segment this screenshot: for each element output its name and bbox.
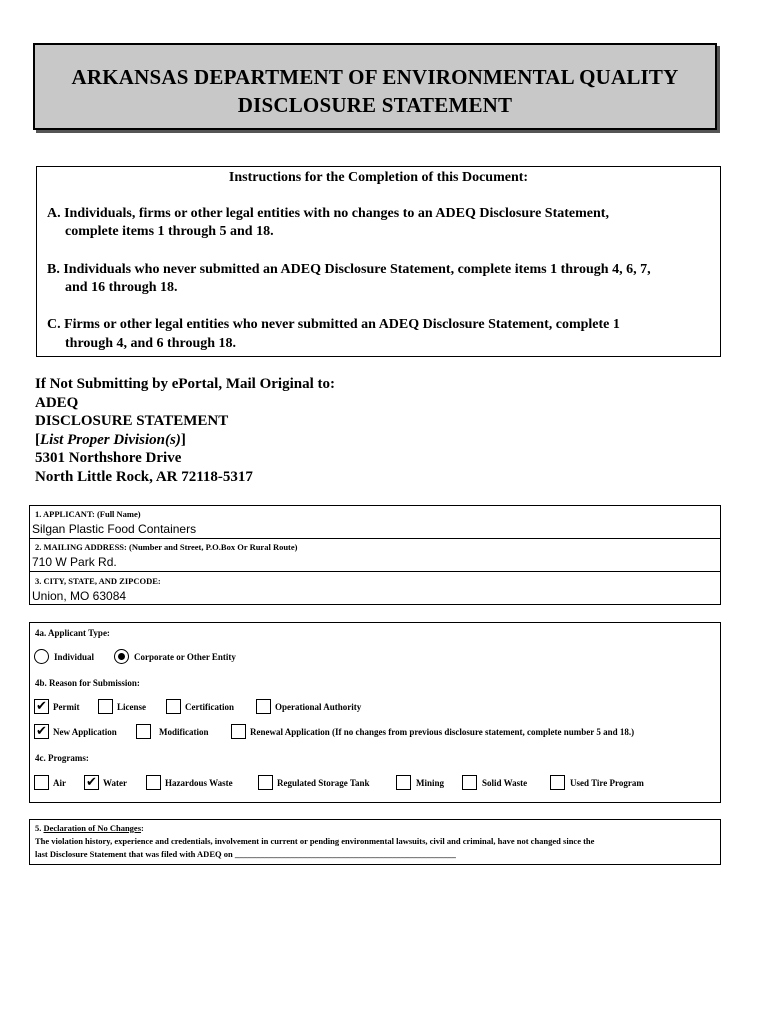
regulated-storage-tank-label: Regulated Storage Tank [277, 778, 370, 788]
mailing-address-label: 2. MAILING ADDRESS: (Number and Street, P.O.Box Or Rural Route) [35, 542, 298, 552]
instruction-a-line2: complete items 1 through 5 and 18. [65, 224, 274, 239]
instruction-a-line1: A. Individuals, firms or other legal entities with no changes to an ADEQ Disclosure Statement, [47, 206, 609, 221]
air-label: Air [53, 778, 66, 788]
instruction-b-line2: and 16 through 18. [65, 280, 178, 295]
instruction-c-line1: C. Firms or other legal entities who never submitted an ADEQ Disclosure Statement, complete 1 [47, 317, 620, 332]
applicant-name-label: 1. APPLICANT: (Full Name) [35, 509, 141, 519]
new-application-checkbox[interactable]: ✔ [34, 724, 49, 739]
programs-label: 4c. Programs: [35, 753, 89, 763]
mining-checkbox[interactable] [396, 775, 411, 790]
corporate-radio-label: Corporate or Other Entity [134, 652, 236, 662]
mailing-line-1: ADEQ [35, 395, 79, 411]
water-label: Water [103, 778, 127, 788]
instructions-box [36, 166, 721, 357]
hazardous-waste-label: Hazardous Waste [165, 778, 233, 788]
operational-authority-checkbox[interactable] [256, 699, 271, 714]
mailing-line-2: DISCLOSURE STATEMENT [35, 413, 229, 429]
used-tire-program-checkbox[interactable] [550, 775, 565, 790]
document-title-box [33, 43, 717, 130]
city-state-zip-row [30, 571, 720, 605]
city-state-zip-label: 3. CITY, STATE, AND ZIPCODE: [35, 576, 161, 586]
document-subtitle: DISCLOSURE STATEMENT [237, 93, 513, 117]
mining-label: Mining [416, 778, 445, 788]
certification-label: Certification [185, 702, 234, 712]
mailing-address-field[interactable]: 710 W Park Rd. [32, 555, 117, 569]
mailing-line-5: North Little Rock, AR 72118-5317 [35, 469, 253, 485]
applicant-name-field[interactable]: Silgan Plastic Food Containers [32, 522, 197, 536]
solid-waste-checkbox[interactable] [462, 775, 477, 790]
water-checkbox[interactable]: ✔ [84, 775, 99, 790]
declaration-text-line1: The violation history, experience and credentials, involvement in current or pending environmental lawsuits, civil and criminal, have not changed since the [35, 836, 595, 846]
instruction-b-line1: B. Individuals who never submitted an ADEQ Disclosure Statement, complete items 1 through 4, 6, 7, [47, 262, 651, 277]
applicant-type-box [29, 622, 721, 803]
mailing-address-row [30, 538, 720, 572]
declaration-heading: 5. Declaration of No Changes: [35, 823, 144, 833]
modification-label: Modification [159, 727, 209, 737]
applicant-fields-box [29, 505, 721, 605]
mailing-line-4: 5301 Northshore Drive [35, 450, 182, 466]
permit-label: Permit [53, 702, 80, 712]
reason-label: 4b. Reason for Submission: [35, 678, 140, 688]
instructions-heading: Instructions for the Completion of this Document: [228, 170, 529, 185]
city-state-zip-field[interactable]: Union, MO 63084 [32, 589, 127, 603]
certification-checkbox[interactable] [166, 699, 181, 714]
license-checkbox[interactable] [98, 699, 113, 714]
renewal-application-checkbox[interactable] [231, 724, 246, 739]
declaration-box [29, 819, 721, 865]
operational-authority-label: Operational Authority [275, 702, 362, 712]
document-title: ARKANSAS DEPARTMENT OF ENVIRONMENTAL QUALITY [71, 65, 679, 89]
individual-radio-label: Individual [54, 652, 95, 662]
air-checkbox[interactable] [34, 775, 49, 790]
mailing-line-3: [List Proper Division(s)] [35, 432, 186, 448]
renewal-application-label: Renewal Application (If no changes from previous disclosure statement, complete number 5 and 18.) [250, 727, 635, 737]
individual-radio[interactable] [34, 649, 49, 664]
applicant-type-label: 4a. Applicant Type: [35, 628, 110, 638]
instruction-c-line2: through 4, and 6 through 18. [65, 336, 237, 351]
corporate-radio[interactable] [114, 649, 129, 664]
regulated-storage-tank-checkbox[interactable] [258, 775, 273, 790]
new-application-label: New Application [53, 727, 117, 737]
mailing-heading: If Not Submitting by ePortal, Mail Original to: [35, 376, 335, 392]
solid-waste-label: Solid Waste [482, 778, 528, 788]
permit-checkbox[interactable]: ✔ [34, 699, 49, 714]
radio-selected-dot [118, 653, 125, 660]
declaration-text-line2: last Disclosure Statement that was filed with ADEQ on ____________________________________________________ [35, 849, 456, 859]
hazardous-waste-checkbox[interactable] [146, 775, 161, 790]
license-label: License [117, 702, 146, 712]
used-tire-program-label: Used Tire Program [570, 778, 644, 788]
modification-checkbox[interactable] [136, 724, 151, 739]
